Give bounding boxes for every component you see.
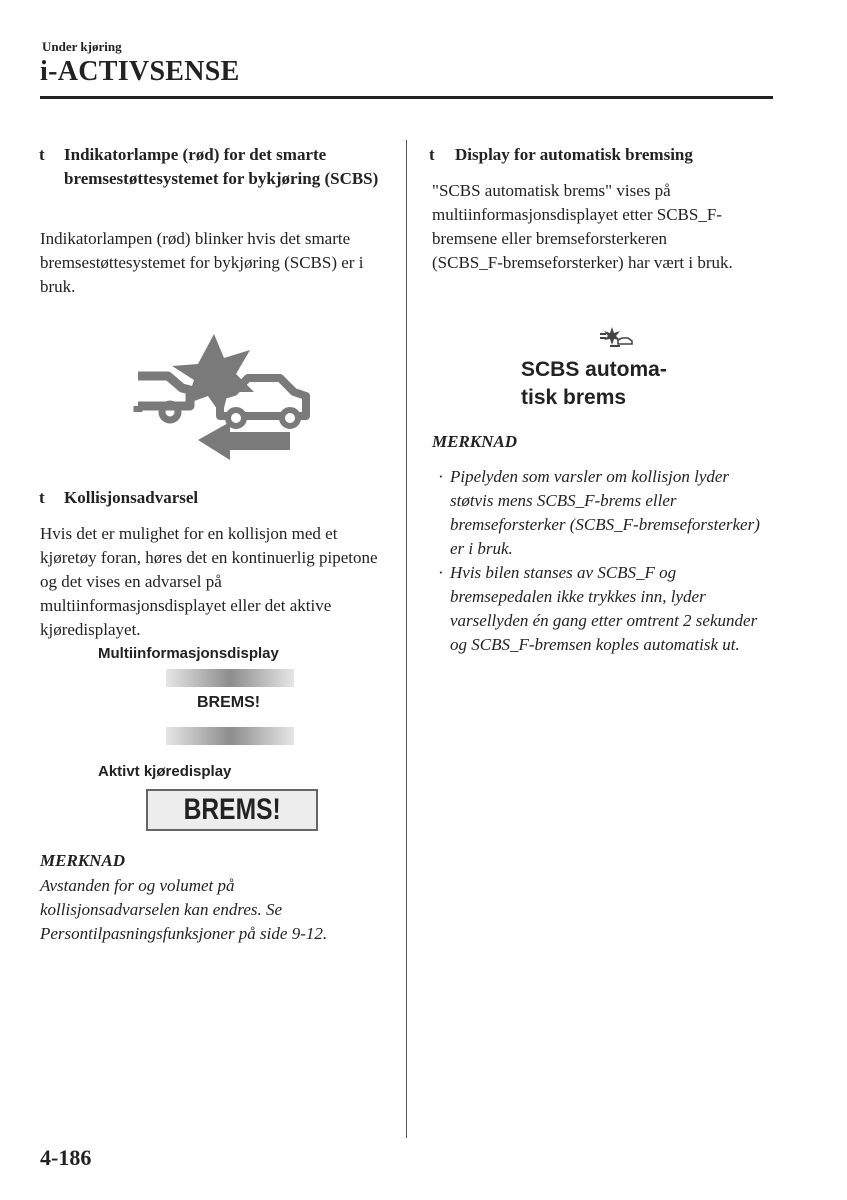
multi-display-warning: BREMS! — [197, 694, 261, 711]
multi-display-top-bar — [166, 669, 294, 687]
collision-heading: Kollisjonsadvarsel — [64, 488, 199, 507]
note-text: Avstanden for og volumet på kollisjonsadvarselen kan endres. Se Persontilpasningsfunksjoner på side 9-12. — [40, 876, 328, 943]
bullet-icon: t — [39, 488, 45, 507]
scbs-small-icon — [598, 326, 634, 348]
active-display-warning: BREMS! — [183, 793, 281, 826]
indicator-heading: Indikatorlampe (rød) for det smarte bremsestøttesystemet for bykjøring (SCBS) — [64, 145, 379, 188]
note-title: MERKNAD — [432, 432, 518, 451]
note-list — [434, 465, 764, 657]
multi-display-label: Multiinformasjonsdisplay — [98, 645, 279, 662]
scbs-display-line2: tisk brems — [521, 386, 627, 409]
display-heading: Display for automatisk bremsing — [455, 145, 693, 164]
chapter-title: i-ACTIVSENSE — [40, 56, 240, 87]
scbs-display-line1: SCBS automa- — [521, 358, 667, 381]
section-label: Under kjøring — [42, 39, 122, 54]
note-title: MERKNAD — [40, 851, 126, 870]
collision-body: Hvis det er mulighet for en kollisjon med et kjøretøy foran, høres det en kontinuerlig pipetone og det vises en advarsel på multiinformasjonsdisplayet eller det aktive kjøredisplayet. — [40, 524, 378, 639]
title-divider — [40, 96, 773, 99]
list-item: · Pipelyden som varsler om kollisjon lyder støtvis mens SCBS_F-brems eller bremseforsterker (SCBS_F-bremseforsterker) er i bruk. — [434, 465, 764, 561]
bullet-icon: t — [429, 145, 435, 164]
page-number: 4-186 — [40, 1145, 92, 1170]
active-display-box — [146, 789, 318, 831]
indicator-body: Indikatorlampen (rød) blinker hvis det smarte bremsestøttesystemet for bykjøring (SCBS) er i bruk. — [40, 229, 364, 296]
list-item: · Hvis bilen stanses av SCBS_F og bremsepedalen ikke trykkes inn, lyder varsellyden én gang etter omtrent 2 sekunder og SCBS_F-bremsen koples automatisk ut. — [434, 561, 764, 657]
scbs-warning-icon — [130, 330, 312, 462]
multi-display-bottom-bar — [166, 727, 294, 745]
bullet-icon: t — [39, 145, 45, 164]
column-divider — [406, 140, 407, 1138]
active-display-label: Aktivt kjøredisplay — [98, 763, 232, 780]
display-body: "SCBS automatisk brems" vises på multiinformasjonsdisplayet etter SCBS_F-bremsene eller bremseforsterkeren (SCBS_F-bremseforsterker) har vært i bruk. — [432, 181, 733, 272]
